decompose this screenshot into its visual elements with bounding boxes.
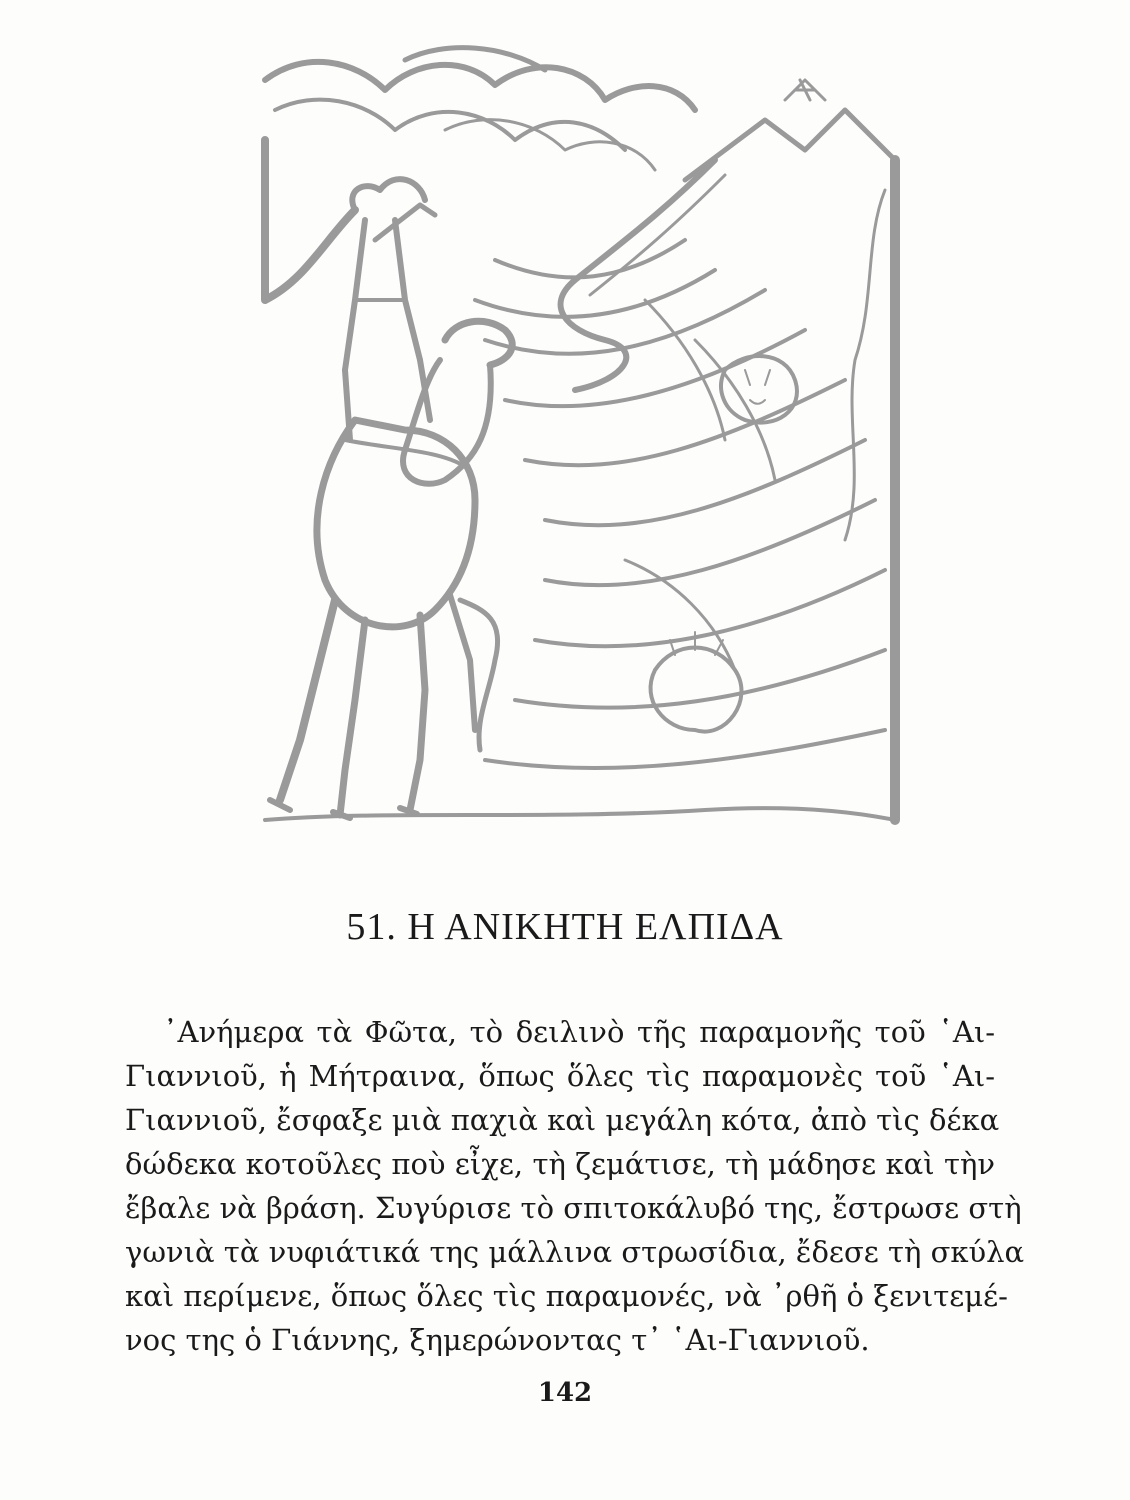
woodcut-illustration-image — [245, 40, 905, 830]
text-line: δώδεκα κοτοῦλες ποὺ εἶχε, τὴ ζεμάτισε, τὴ μάδησε καὶ τὴν — [125, 1147, 995, 1181]
text-line: Γιαννιοῦ, ἡ Μήτραινα, ὅπως ὅλες τὶς παραμονὲς τοῦ ῾Αι- — [125, 1059, 995, 1093]
chapter-title: 51. Η ΑΝΙΚΗΤΗ ΕΛΠΙΔΑ — [346, 906, 784, 948]
text-line: γωνιὰ τὰ νυφιάτικά της μάλλινα στρωσίδια, ἔδεσε τὴ σκύλα — [125, 1235, 1025, 1269]
rider-on-horse-icon — [245, 40, 905, 830]
text-line: ἔβαλε νὰ βράση. Συγύρισε τὸ σπιτοκάλυβό της, ἔστρωσε στὴ — [125, 1191, 1022, 1225]
chapter-body-paragraph — [125, 1010, 1025, 1362]
page-number: 142 — [537, 1378, 593, 1408]
text-line: νος της ὁ Γιάννης, ξημερώνοντας τ᾿ ῾Αι-Γιαννιοῦ. — [125, 1323, 870, 1357]
text-line: καὶ περίμενε, ὅπως ὅλες τὶς παραμονές, νὰ ᾿ρθῆ ὁ ξενιτεμέ- — [125, 1279, 1008, 1313]
text-line: Γιαννιοῦ, ἔσφαξε μιὰ παχιὰ καὶ μεγάλη κότα, ἀπὸ τὶς δέκα — [125, 1103, 1000, 1137]
text-line: ᾿Ανήμερα τὰ Φῶτα, τὸ δειλινὸ τῆς παραμονῆς τοῦ ῾Αι- — [163, 1015, 995, 1049]
